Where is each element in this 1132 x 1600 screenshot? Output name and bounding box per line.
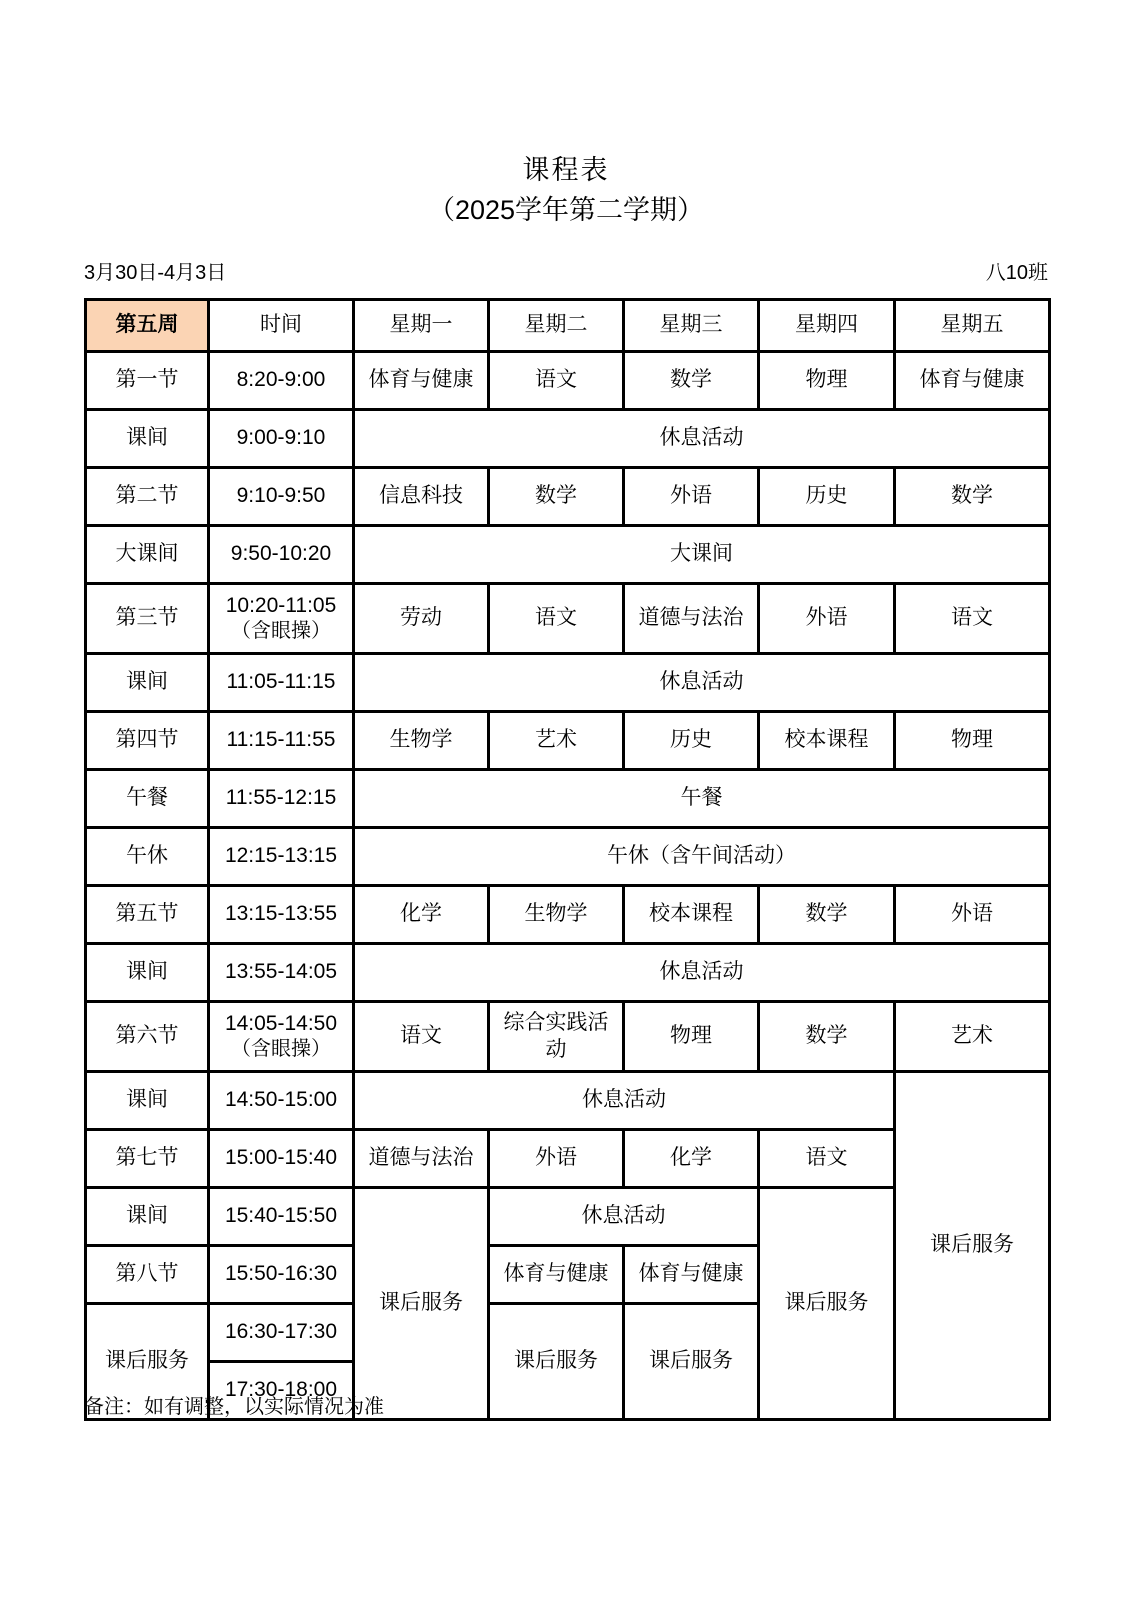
merged-activity-cell: 午休（含午间活动） [354, 828, 1050, 886]
subject-cell: 外语 [895, 886, 1050, 944]
page-subtitle: （2025学年第二学期） [427, 195, 705, 225]
subject-cell: 历史 [759, 468, 895, 526]
period-label: 第一节 [86, 352, 209, 410]
subject-cell: 外语 [489, 1130, 624, 1188]
subject-cell: 语文 [354, 1002, 489, 1072]
subject-cell: 劳动 [354, 584, 489, 654]
schedule-table [84, 298, 1051, 1421]
row-noon-rest [86, 828, 1050, 886]
subject-cell: 物理 [759, 352, 895, 410]
period-label: 第八节 [86, 1246, 209, 1304]
day-header-mon: 星期一 [354, 300, 489, 352]
period-label: 课间 [86, 1072, 209, 1130]
after-school-cell-wed: 课后服务 [624, 1304, 759, 1420]
time-text: 14:05-14:50 [224, 1011, 338, 1035]
subject-cell: 校本课程 [624, 886, 759, 944]
row-big-break [86, 526, 1050, 584]
subject-cell: 道德与法治 [624, 584, 759, 654]
period-time: 8:20-9:00 [209, 352, 354, 410]
subject-cell: 体育与健康 [624, 1246, 759, 1304]
date-range: 3月30日-4月3日 [84, 262, 227, 284]
page-title: 课程表 [522, 155, 610, 185]
time-note: （含眼操） [231, 620, 331, 643]
period-label: 第三节 [86, 584, 209, 654]
period-label: 课间 [86, 1188, 209, 1246]
subject-cell: 外语 [624, 468, 759, 526]
after-school-cell-thu: 课后服务 [759, 1188, 895, 1420]
time-note: （含眼操） [231, 1038, 331, 1061]
period-time: 9:10-9:50 [209, 468, 354, 526]
period-time: 16:30-17:30 [209, 1304, 354, 1362]
row-break-1 [86, 410, 1050, 468]
period-label: 第五节 [86, 886, 209, 944]
merged-activity-cell: 休息活动 [354, 944, 1050, 1002]
period-time: 13:15-13:55 [209, 886, 354, 944]
merged-activity-cell: 休息活动 [489, 1188, 759, 1246]
row-period-6 [86, 1002, 1050, 1072]
subject-cell: 化学 [354, 886, 489, 944]
after-school-cell-fri: 课后服务 [895, 1072, 1050, 1420]
merged-activity-cell: 午餐 [354, 770, 1050, 828]
subject-cell: 外语 [759, 584, 895, 654]
period-time: 15:00-15:40 [209, 1130, 354, 1188]
merged-activity-cell: 大课间 [354, 526, 1050, 584]
day-header-thu: 星期四 [759, 300, 895, 352]
period-time: 12:15-13:15 [209, 828, 354, 886]
period-time: 9:00-9:10 [209, 410, 354, 468]
row-period-2 [86, 468, 1050, 526]
day-header-fri: 星期五 [895, 300, 1050, 352]
subject-cell: 校本课程 [759, 712, 895, 770]
footnote: 备注：如有调整，以实际情况为准 [84, 1396, 384, 1418]
period-time: 15:40-15:50 [209, 1188, 354, 1246]
period-label: 午餐 [86, 770, 209, 828]
period-time: 11:55-12:15 [209, 770, 354, 828]
period-label: 课间 [86, 654, 209, 712]
subject-cell: 语文 [759, 1130, 895, 1188]
period-time: 14:50-15:00 [209, 1072, 354, 1130]
table-header-row [86, 300, 1050, 352]
period-label: 课间 [86, 410, 209, 468]
subject-cell: 生物学 [354, 712, 489, 770]
subject-cell: 数学 [489, 468, 624, 526]
row-period-1 [86, 352, 1050, 410]
subject-cell: 体育与健康 [895, 352, 1050, 410]
after-school-cell-tue: 课后服务 [489, 1304, 624, 1420]
subject-cell: 历史 [624, 712, 759, 770]
period-time [209, 1002, 354, 1072]
row-period-5 [86, 886, 1050, 944]
week-header-cell: 第五周 [86, 300, 209, 352]
row-lunch [86, 770, 1050, 828]
merged-activity-cell: 休息活动 [354, 410, 1050, 468]
subject-cell: 信息科技 [354, 468, 489, 526]
subject-cell: 数学 [759, 886, 895, 944]
subject-cell: 数学 [759, 1002, 895, 1072]
period-label: 午休 [86, 828, 209, 886]
row-break-2 [86, 654, 1050, 712]
subject-cell: 体育与健康 [489, 1246, 624, 1304]
subject-cell: 化学 [624, 1130, 759, 1188]
period-label: 第二节 [86, 468, 209, 526]
subject-cell: 语文 [489, 352, 624, 410]
subject-cell: 数学 [895, 468, 1050, 526]
period-time: 11:15-11:55 [209, 712, 354, 770]
merged-activity-cell: 休息活动 [354, 654, 1050, 712]
period-time [209, 584, 354, 654]
after-school-cell-mon: 课后服务 [354, 1188, 489, 1420]
period-time: 17:30-18:00 [209, 1362, 354, 1420]
subject-cell: 道德与法治 [354, 1130, 489, 1188]
time-text: 10:20-11:05 [225, 593, 337, 617]
row-break-3 [86, 944, 1050, 1002]
subject-cell: 生物学 [489, 886, 624, 944]
subject-cell: 数学 [624, 352, 759, 410]
period-label: 第四节 [86, 712, 209, 770]
time-header-cell: 时间 [209, 300, 354, 352]
subject-cell: 物理 [624, 1002, 759, 1072]
period-time: 11:05-11:15 [209, 654, 354, 712]
period-time: 9:50-10:20 [209, 526, 354, 584]
subject-cell: 语文 [895, 584, 1050, 654]
period-time: 15:50-16:30 [209, 1246, 354, 1304]
subject-cell: 综合实践活动 [489, 1002, 624, 1072]
merged-activity-cell: 休息活动 [354, 1072, 895, 1130]
row-break-4 [86, 1072, 1050, 1130]
period-label: 课后服务 [86, 1304, 209, 1420]
period-label: 第七节 [86, 1130, 209, 1188]
subject-cell: 语文 [489, 584, 624, 654]
row-period-4 [86, 712, 1050, 770]
period-label: 课间 [86, 944, 209, 1002]
subject-cell: 物理 [895, 712, 1050, 770]
row-period-3 [86, 584, 1050, 654]
class-name: 八10班 [985, 262, 1048, 284]
period-time: 13:55-14:05 [209, 944, 354, 1002]
period-label: 大课间 [86, 526, 209, 584]
subject-cell: 艺术 [489, 712, 624, 770]
day-header-wed: 星期三 [624, 300, 759, 352]
day-header-tue: 星期二 [489, 300, 624, 352]
subject-cell: 艺术 [895, 1002, 1050, 1072]
subject-cell: 体育与健康 [354, 352, 489, 410]
period-label: 第六节 [86, 1002, 209, 1072]
